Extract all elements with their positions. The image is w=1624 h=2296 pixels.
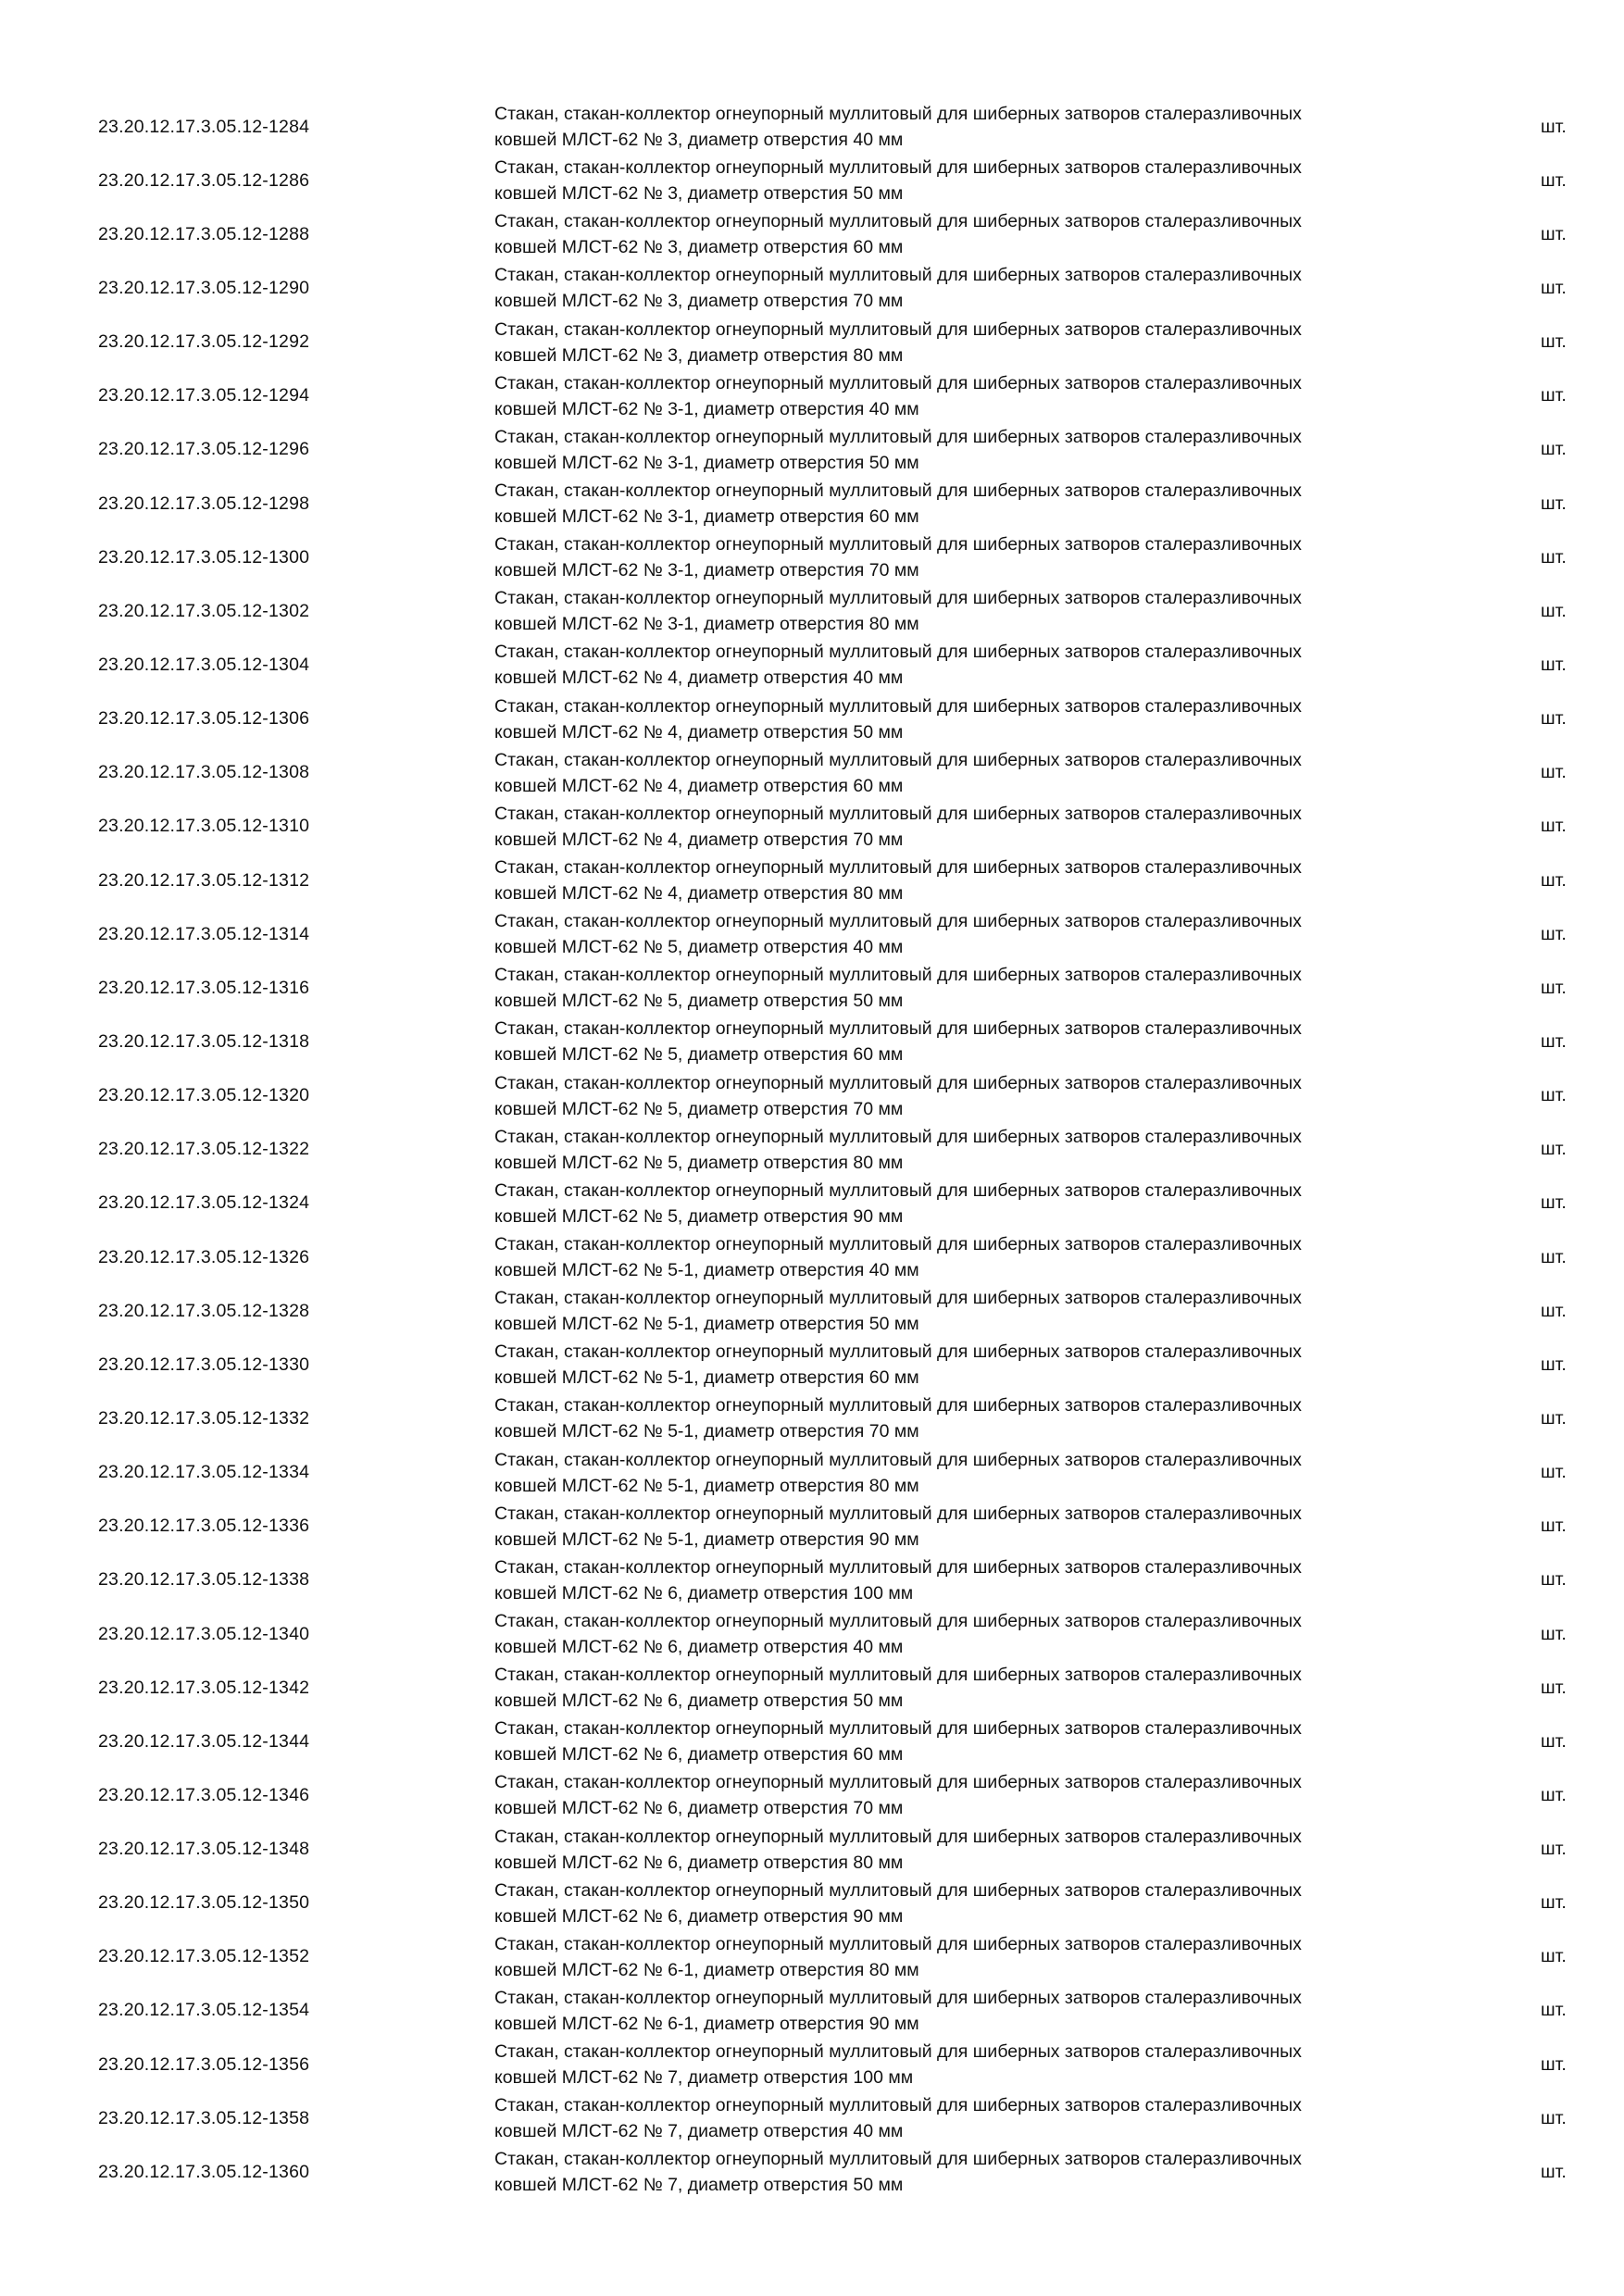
- description-line-2: ковшей МЛСТ-62 № 5-1, диаметр отверстия 80 мм: [494, 1475, 919, 1496]
- description-line-2: ковшей МЛСТ-62 № 6, диаметр отверстия 80 мм: [494, 1852, 904, 1873]
- table-row: [0, 1284, 1624, 1338]
- unit-of-measure: шт.: [1541, 2107, 1567, 2128]
- table-row: [0, 530, 1624, 584]
- unit-of-measure: шт.: [1541, 1139, 1567, 1160]
- resource-code: 23.20.12.17.3.05.12-1298: [98, 493, 310, 514]
- description-line-1: Стакан, стакан-коллектор огнеупорный муллитовый для шиберных затворов сталеразливочных: [494, 534, 1302, 555]
- resource-description: [494, 800, 1420, 854]
- description-line-2: ковшей МЛСТ-62 № 5-1, диаметр отверстия 90 мм: [494, 1529, 919, 1550]
- resource-code: 23.20.12.17.3.05.12-1344: [98, 1730, 310, 1752]
- description-line-2: ковшей МЛСТ-62 № 6, диаметр отверстия 50 мм: [494, 1691, 904, 1712]
- unit-of-measure: шт.: [1541, 762, 1567, 783]
- table-row: [0, 1607, 1624, 1661]
- resource-code: 23.20.12.17.3.05.12-1328: [98, 1300, 310, 1321]
- table-row: [0, 2145, 1624, 2199]
- description-line-1: Стакан, стакан-коллектор огнеупорный муллитовый для шиберных затворов сталеразливочных: [494, 1718, 1302, 1740]
- table-row: [0, 1177, 1624, 1230]
- resource-code: 23.20.12.17.3.05.12-1358: [98, 2107, 310, 2128]
- description-line-2: ковшей МЛСТ-62 № 3-1, диаметр отверстия 70 мм: [494, 560, 919, 581]
- description-line-2: ковшей МЛСТ-62 № 7, диаметр отверстия 50 мм: [494, 2175, 904, 2196]
- description-line-1: Стакан, стакан-коллектор огнеупорный муллитовый для шиберных затворов сталеразливочных: [494, 1772, 1302, 1793]
- resource-description: [494, 1123, 1420, 1177]
- unit-of-measure: шт.: [1541, 977, 1567, 998]
- resource-code: 23.20.12.17.3.05.12-1350: [98, 1892, 310, 1914]
- resource-description: [494, 746, 1420, 800]
- unit-of-measure: шт.: [1541, 2161, 1567, 2182]
- resource-description: [494, 1930, 1420, 1984]
- description-line-2: ковшей МЛСТ-62 № 3, диаметр отверстия 40 мм: [494, 130, 904, 151]
- table-row: [0, 1069, 1624, 1123]
- resource-description: [494, 1446, 1420, 1500]
- table-row: [0, 1500, 1624, 1554]
- unit-of-measure: шт.: [1541, 1030, 1567, 1052]
- description-line-2: ковшей МЛСТ-62 № 5, диаметр отверстия 70 мм: [494, 1098, 904, 1119]
- description-line-1: Стакан, стакан-коллектор огнеупорный муллитовый для шиберных затворов сталеразливочных: [494, 965, 1302, 986]
- description-line-1: Стакан, стакан-коллектор огнеупорный муллитовый для шиберных затворов сталеразливочных: [494, 318, 1302, 340]
- resource-code: 23.20.12.17.3.05.12-1318: [98, 1030, 310, 1052]
- resource-code: 23.20.12.17.3.05.12-1346: [98, 1784, 310, 1805]
- resource-description: [494, 1391, 1420, 1445]
- resource-code: 23.20.12.17.3.05.12-1312: [98, 869, 310, 891]
- resource-description: [494, 854, 1420, 907]
- unit-of-measure: шт.: [1541, 1246, 1567, 1267]
- unit-of-measure: шт.: [1541, 869, 1567, 891]
- table-row: [0, 1015, 1624, 1068]
- resource-code: 23.20.12.17.3.05.12-1308: [98, 762, 310, 783]
- unit-of-measure: шт.: [1541, 116, 1567, 137]
- resource-description: [494, 1069, 1420, 1123]
- resource-description: [494, 1661, 1420, 1715]
- table-row: [0, 423, 1624, 477]
- resource-description: [494, 1715, 1420, 1768]
- resource-description: [494, 369, 1420, 423]
- description-line-2: ковшей МЛСТ-62 № 4, диаметр отверстия 50 мм: [494, 721, 904, 742]
- description-line-1: Стакан, стакан-коллектор огнеупорный муллитовый для шиберных затворов сталеразливочных: [494, 2095, 1302, 2116]
- table-row: [0, 2091, 1624, 2145]
- table-row: [0, 2038, 1624, 2091]
- description-line-2: ковшей МЛСТ-62 № 3, диаметр отверстия 50 мм: [494, 183, 904, 205]
- unit-of-measure: шт.: [1541, 277, 1567, 298]
- description-line-2: ковшей МЛСТ-62 № 3-1, диаметр отверстия 40 мм: [494, 398, 919, 419]
- resource-description: [494, 477, 1420, 530]
- resource-description: [494, 2145, 1420, 2199]
- description-line-1: Стакан, стакан-коллектор огнеупорный муллитовый для шиберных затворов сталеразливочных: [494, 265, 1302, 286]
- description-line-1: Стакан, стакан-коллектор огнеупорный муллитовый для шиберных затворов сталеразливочных: [494, 1179, 1302, 1201]
- table-row: [0, 584, 1624, 638]
- description-line-1: Стакан, стакан-коллектор огнеупорный муллитовый для шиберных затворов сталеразливочных: [494, 1341, 1302, 1363]
- resource-code: 23.20.12.17.3.05.12-1354: [98, 2000, 310, 2021]
- description-line-1: Стакан, стакан-коллектор огнеупорный муллитовый для шиберных затворов сталеразливочных: [494, 2041, 1302, 2063]
- resource-code: 23.20.12.17.3.05.12-1330: [98, 1354, 310, 1375]
- table-row: [0, 1338, 1624, 1391]
- description-line-1: Стакан, стакан-коллектор огнеупорный муллитовый для шиберных затворов сталеразливочных: [494, 372, 1302, 393]
- resource-description: [494, 1500, 1420, 1554]
- resource-code: 23.20.12.17.3.05.12-1356: [98, 2053, 310, 2075]
- resource-description: [494, 1984, 1420, 2038]
- unit-of-measure: шт.: [1541, 1462, 1567, 1483]
- description-line-2: ковшей МЛСТ-62 № 3, диаметр отверстия 70 мм: [494, 291, 904, 312]
- resource-code: 23.20.12.17.3.05.12-1306: [98, 708, 310, 730]
- description-line-1: Стакан, стакан-коллектор огнеупорный муллитовый для шиберных затворов сталеразливочных: [494, 1611, 1302, 1631]
- table-row: [0, 1661, 1624, 1715]
- description-line-1: Стакан, стакан-коллектор огнеупорный муллитовый для шиберных затворов сталеразливочных: [494, 642, 1302, 663]
- table-row: [0, 1715, 1624, 1768]
- unit-of-measure: шт.: [1541, 1569, 1567, 1591]
- unit-of-measure: шт.: [1541, 169, 1567, 191]
- resource-description: [494, 1768, 1420, 1822]
- description-line-2: ковшей МЛСТ-62 № 6, диаметр отверстия 40 мм: [494, 1637, 904, 1657]
- description-line-2: ковшей МЛСТ-62 № 4, диаметр отверстия 60 мм: [494, 775, 904, 796]
- unit-of-measure: шт.: [1541, 708, 1567, 730]
- unit-of-measure: шт.: [1541, 1085, 1567, 1106]
- table-row: [0, 638, 1624, 692]
- unit-of-measure: шт.: [1541, 546, 1567, 568]
- unit-of-measure: шт.: [1541, 1407, 1567, 1429]
- resource-description: [494, 100, 1420, 154]
- description-line-2: ковшей МЛСТ-62 № 3-1, диаметр отверстия 80 мм: [494, 614, 919, 635]
- description-line-2: ковшей МЛСТ-62 № 6-1, диаметр отверстия 80 мм: [494, 1959, 919, 1980]
- description-line-2: ковшей МЛСТ-62 № 7, диаметр отверстия 40 мм: [494, 2121, 904, 2142]
- resource-code: 23.20.12.17.3.05.12-1304: [98, 654, 310, 675]
- table-row: [0, 800, 1624, 854]
- table-row: [0, 1877, 1624, 1930]
- table-row: [0, 100, 1624, 154]
- description-line-1: Стакан, стакан-коллектор огнеупорный муллитовый для шиберных затворов сталеразливочных: [494, 1933, 1302, 1954]
- resource-code: 23.20.12.17.3.05.12-1314: [98, 923, 310, 944]
- description-line-1: Стакан, стакан-коллектор огнеупорный муллитовый для шиберных затворов сталеразливочных: [494, 1395, 1302, 1416]
- description-line-1: Стакан, стакан-коллектор огнеупорный муллитовый для шиберных затворов сталеразливочных: [494, 480, 1302, 502]
- unit-of-measure: шт.: [1541, 923, 1567, 944]
- description-line-1: Стакан, стакан-коллектор огнеупорный муллитовый для шиберных затворов сталеразливочных: [494, 211, 1302, 232]
- table-row: [0, 1230, 1624, 1284]
- description-line-1: Стакан, стакан-коллектор огнеупорный муллитовый для шиберных затворов сталеразливочных: [494, 1826, 1302, 1847]
- description-line-2: ковшей МЛСТ-62 № 5-1, диаметр отверстия 60 мм: [494, 1367, 919, 1389]
- unit-of-measure: шт.: [1541, 331, 1567, 353]
- resource-code: 23.20.12.17.3.05.12-1338: [98, 1569, 310, 1591]
- description-line-2: ковшей МЛСТ-62 № 5, диаметр отверстия 90 мм: [494, 1205, 904, 1227]
- description-line-1: Стакан, стакан-коллектор огнеупорный муллитовый для шиберных затворов сталеразливочных: [494, 1126, 1302, 1147]
- resource-description: [494, 1015, 1420, 1068]
- description-line-2: ковшей МЛСТ-62 № 5, диаметр отверстия 80 мм: [494, 1152, 904, 1173]
- resource-description: [494, 154, 1420, 207]
- description-line-2: ковшей МЛСТ-62 № 5, диаметр отверстия 50 мм: [494, 991, 904, 1012]
- unit-of-measure: шт.: [1541, 1354, 1567, 1375]
- description-line-2: ковшей МЛСТ-62 № 6, диаметр отверстия 90 мм: [494, 1905, 904, 1927]
- table-row: [0, 154, 1624, 207]
- resource-code: 23.20.12.17.3.05.12-1334: [98, 1462, 310, 1483]
- description-line-1: Стакан, стакан-коллектор огнеупорный муллитовый для шиберных затворов сталеразливочных: [494, 1072, 1302, 1093]
- resource-description: [494, 530, 1420, 584]
- description-line-2: ковшей МЛСТ-62 № 5-1, диаметр отверстия 40 мм: [494, 1260, 919, 1281]
- table-row: [0, 1930, 1624, 1984]
- table-row: [0, 854, 1624, 907]
- resource-code: 23.20.12.17.3.05.12-1316: [98, 977, 310, 998]
- resource-description: [494, 423, 1420, 477]
- unit-of-measure: шт.: [1541, 816, 1567, 837]
- unit-of-measure: шт.: [1541, 223, 1567, 244]
- description-line-1: Стакан, стакан-коллектор огнеупорный муллитовый для шиберных затворов сталеразливочных: [494, 803, 1302, 824]
- unit-of-measure: шт.: [1541, 600, 1567, 621]
- description-line-2: ковшей МЛСТ-62 № 5-1, диаметр отверстия 50 мм: [494, 1314, 919, 1335]
- table-row: [0, 207, 1624, 261]
- unit-of-measure: шт.: [1541, 654, 1567, 675]
- description-line-1: Стакан, стакан-коллектор огнеупорный муллитовый для шиберных затворов сталеразливочных: [494, 1503, 1302, 1524]
- description-line-1: Стакан, стакан-коллектор огнеупорный муллитовый для шиберных затворов сталеразливочных: [494, 1556, 1302, 1578]
- description-line-2: ковшей МЛСТ-62 № 4, диаметр отверстия 40 мм: [494, 668, 904, 689]
- description-line-2: ковшей МЛСТ-62 № 6, диаметр отверстия 60 мм: [494, 1744, 904, 1766]
- description-line-2: ковшей МЛСТ-62 № 5, диаметр отверстия 60 мм: [494, 1044, 904, 1066]
- table-row: [0, 1446, 1624, 1500]
- resource-description: [494, 584, 1420, 638]
- unit-of-measure: шт.: [1541, 2053, 1567, 2075]
- resource-code: 23.20.12.17.3.05.12-1336: [98, 1516, 310, 1537]
- description-line-1: Стакан, стакан-коллектор огнеупорный муллитовый для шиберных затворов сталеразливочных: [494, 426, 1302, 447]
- resource-description: [494, 1230, 1420, 1284]
- unit-of-measure: шт.: [1541, 1730, 1567, 1752]
- unit-of-measure: шт.: [1541, 1192, 1567, 1214]
- resource-code: 23.20.12.17.3.05.12-1322: [98, 1139, 310, 1160]
- table-row: [0, 693, 1624, 746]
- table-row: [0, 477, 1624, 530]
- resource-code: 23.20.12.17.3.05.12-1300: [98, 546, 310, 568]
- description-line-1: Стакан, стакан-коллектор огнеупорный муллитовый для шиберных затворов сталеразливочных: [494, 1879, 1302, 1901]
- unit-of-measure: шт.: [1541, 385, 1567, 406]
- description-line-1: Стакан, стакан-коллектор огнеупорный муллитовый для шиберных затворов сталеразливочных: [494, 1449, 1302, 1470]
- description-line-1: Стакан, стакан-коллектор огнеупорный муллитовый для шиберных затворов сталеразливочных: [494, 857, 1302, 879]
- resource-code: 23.20.12.17.3.05.12-1342: [98, 1677, 310, 1698]
- unit-of-measure: шт.: [1541, 1892, 1567, 1914]
- unit-of-measure: шт.: [1541, 1946, 1567, 1967]
- resource-code: 23.20.12.17.3.05.12-1320: [98, 1085, 310, 1106]
- description-line-1: Стакан, стакан-коллектор огнеупорный муллитовый для шиберных затворов сталеразливочных: [494, 104, 1302, 125]
- resource-code: 23.20.12.17.3.05.12-1290: [98, 277, 310, 298]
- resource-code: 23.20.12.17.3.05.12-1294: [98, 385, 310, 406]
- table-row: [0, 1768, 1624, 1822]
- description-line-1: Стакан, стакан-коллектор огнеупорный муллитовый для шиберных затворов сталеразливочных: [494, 695, 1302, 717]
- description-line-1: Стакан, стакан-коллектор огнеупорный муллитовый для шиберных затворов сталеразливочных: [494, 2149, 1302, 2170]
- resource-description: [494, 1877, 1420, 1930]
- resource-code: 23.20.12.17.3.05.12-1352: [98, 1946, 310, 1967]
- description-line-2: ковшей МЛСТ-62 № 3, диаметр отверстия 80 мм: [494, 344, 904, 366]
- description-line-1: Стакан, стакан-коллектор огнеупорный муллитовый для шиберных затворов сталеразливочных: [494, 1288, 1302, 1309]
- description-line-2: ковшей МЛСТ-62 № 3-1, диаметр отверстия 60 мм: [494, 506, 919, 528]
- description-line-2: ковшей МЛСТ-62 № 3, диаметр отверстия 60 мм: [494, 237, 904, 258]
- resource-description: [494, 261, 1420, 315]
- description-line-1: Стакан, стакан-коллектор огнеупорный муллитовый для шиберных затворов сталеразливочных: [494, 1234, 1302, 1255]
- table-row: [0, 961, 1624, 1015]
- resource-description: [494, 1554, 1420, 1607]
- resource-description: [494, 207, 1420, 261]
- resource-description: [494, 2038, 1420, 2091]
- resource-code: 23.20.12.17.3.05.12-1292: [98, 331, 310, 353]
- resource-code: 23.20.12.17.3.05.12-1302: [98, 600, 310, 621]
- table-row: [0, 1823, 1624, 1877]
- table-row: [0, 746, 1624, 800]
- description-line-2: ковшей МЛСТ-62 № 4, диаметр отверстия 80 мм: [494, 883, 904, 905]
- unit-of-measure: шт.: [1541, 1623, 1567, 1644]
- resource-code: 23.20.12.17.3.05.12-1288: [98, 223, 310, 244]
- description-line-2: ковшей МЛСТ-62 № 5-1, диаметр отверстия 70 мм: [494, 1421, 919, 1442]
- table-row: [0, 261, 1624, 315]
- description-line-2: ковшей МЛСТ-62 № 5, диаметр отверстия 40 мм: [494, 937, 904, 958]
- description-line-1: Стакан, стакан-коллектор огнеупорный муллитовый для шиберных затворов сталеразливочных: [494, 749, 1302, 770]
- description-line-2: ковшей МЛСТ-62 № 6, диаметр отверстия 70 мм: [494, 1798, 904, 1819]
- resource-description: [494, 1284, 1420, 1338]
- description-line-2: ковшей МЛСТ-62 № 3-1, диаметр отверстия 50 мм: [494, 452, 919, 473]
- resource-table: [0, 100, 1624, 2199]
- resource-code: 23.20.12.17.3.05.12-1348: [98, 1839, 310, 1860]
- resource-code: 23.20.12.17.3.05.12-1296: [98, 439, 310, 460]
- resource-code: 23.20.12.17.3.05.12-1310: [98, 816, 310, 837]
- description-line-1: Стакан, стакан-коллектор огнеупорный муллитовый для шиберных затворов сталеразливочных: [494, 1987, 1302, 2008]
- resource-code: 23.20.12.17.3.05.12-1286: [98, 169, 310, 191]
- unit-of-measure: шт.: [1541, 1300, 1567, 1321]
- resource-description: [494, 1607, 1420, 1661]
- table-row: [0, 1123, 1624, 1177]
- resource-code: 23.20.12.17.3.05.12-1360: [98, 2161, 310, 2182]
- table-row: [0, 369, 1624, 423]
- resource-description: [494, 638, 1420, 692]
- description-line-1: Стакан, стакан-коллектор огнеупорный муллитовый для шиберных затворов сталеразливочных: [494, 157, 1302, 179]
- table-row: [0, 1554, 1624, 1607]
- resource-description: [494, 316, 1420, 369]
- unit-of-measure: шт.: [1541, 2000, 1567, 2021]
- resource-code: 23.20.12.17.3.05.12-1324: [98, 1192, 310, 1214]
- resource-description: [494, 693, 1420, 746]
- table-row: [0, 1984, 1624, 2038]
- unit-of-measure: шт.: [1541, 1677, 1567, 1698]
- unit-of-measure: шт.: [1541, 439, 1567, 460]
- description-line-2: ковшей МЛСТ-62 № 4, диаметр отверстия 70 мм: [494, 829, 904, 850]
- table-row: [0, 907, 1624, 961]
- description-line-2: ковшей МЛСТ-62 № 6-1, диаметр отверстия 90 мм: [494, 2013, 919, 2034]
- unit-of-measure: шт.: [1541, 1516, 1567, 1537]
- description-line-2: ковшей МЛСТ-62 № 7, диаметр отверстия 100 мм: [494, 2067, 914, 2089]
- resource-description: [494, 2091, 1420, 2145]
- resource-description: [494, 1177, 1420, 1230]
- table-row: [0, 316, 1624, 369]
- resource-code: 23.20.12.17.3.05.12-1340: [98, 1623, 310, 1644]
- resource-description: [494, 1823, 1420, 1877]
- resource-code: 23.20.12.17.3.05.12-1284: [98, 116, 310, 137]
- resource-description: [494, 907, 1420, 961]
- resource-code: 23.20.12.17.3.05.12-1332: [98, 1407, 310, 1429]
- description-line-1: Стакан, стакан-коллектор огнеупорный муллитовый для шиберных затворов сталеразливочных: [494, 588, 1302, 609]
- unit-of-measure: шт.: [1541, 1784, 1567, 1805]
- resource-code: 23.20.12.17.3.05.12-1326: [98, 1246, 310, 1267]
- resource-description: [494, 961, 1420, 1015]
- description-line-2: ковшей МЛСТ-62 № 6, диаметр отверстия 100 мм: [494, 1582, 914, 1603]
- description-line-1: Стакан, стакан-коллектор огнеупорный муллитовый для шиберных затворов сталеразливочных: [494, 911, 1302, 932]
- description-line-1: Стакан, стакан-коллектор огнеупорный муллитовый для шиберных затворов сталеразливочных: [494, 1018, 1302, 1040]
- unit-of-measure: шт.: [1541, 493, 1567, 514]
- description-line-1: Стакан, стакан-коллектор огнеупорный муллитовый для шиберных затворов сталеразливочных: [494, 1665, 1302, 1686]
- table-row: [0, 1391, 1624, 1445]
- unit-of-measure: шт.: [1541, 1839, 1567, 1860]
- resource-description: [494, 1338, 1420, 1391]
